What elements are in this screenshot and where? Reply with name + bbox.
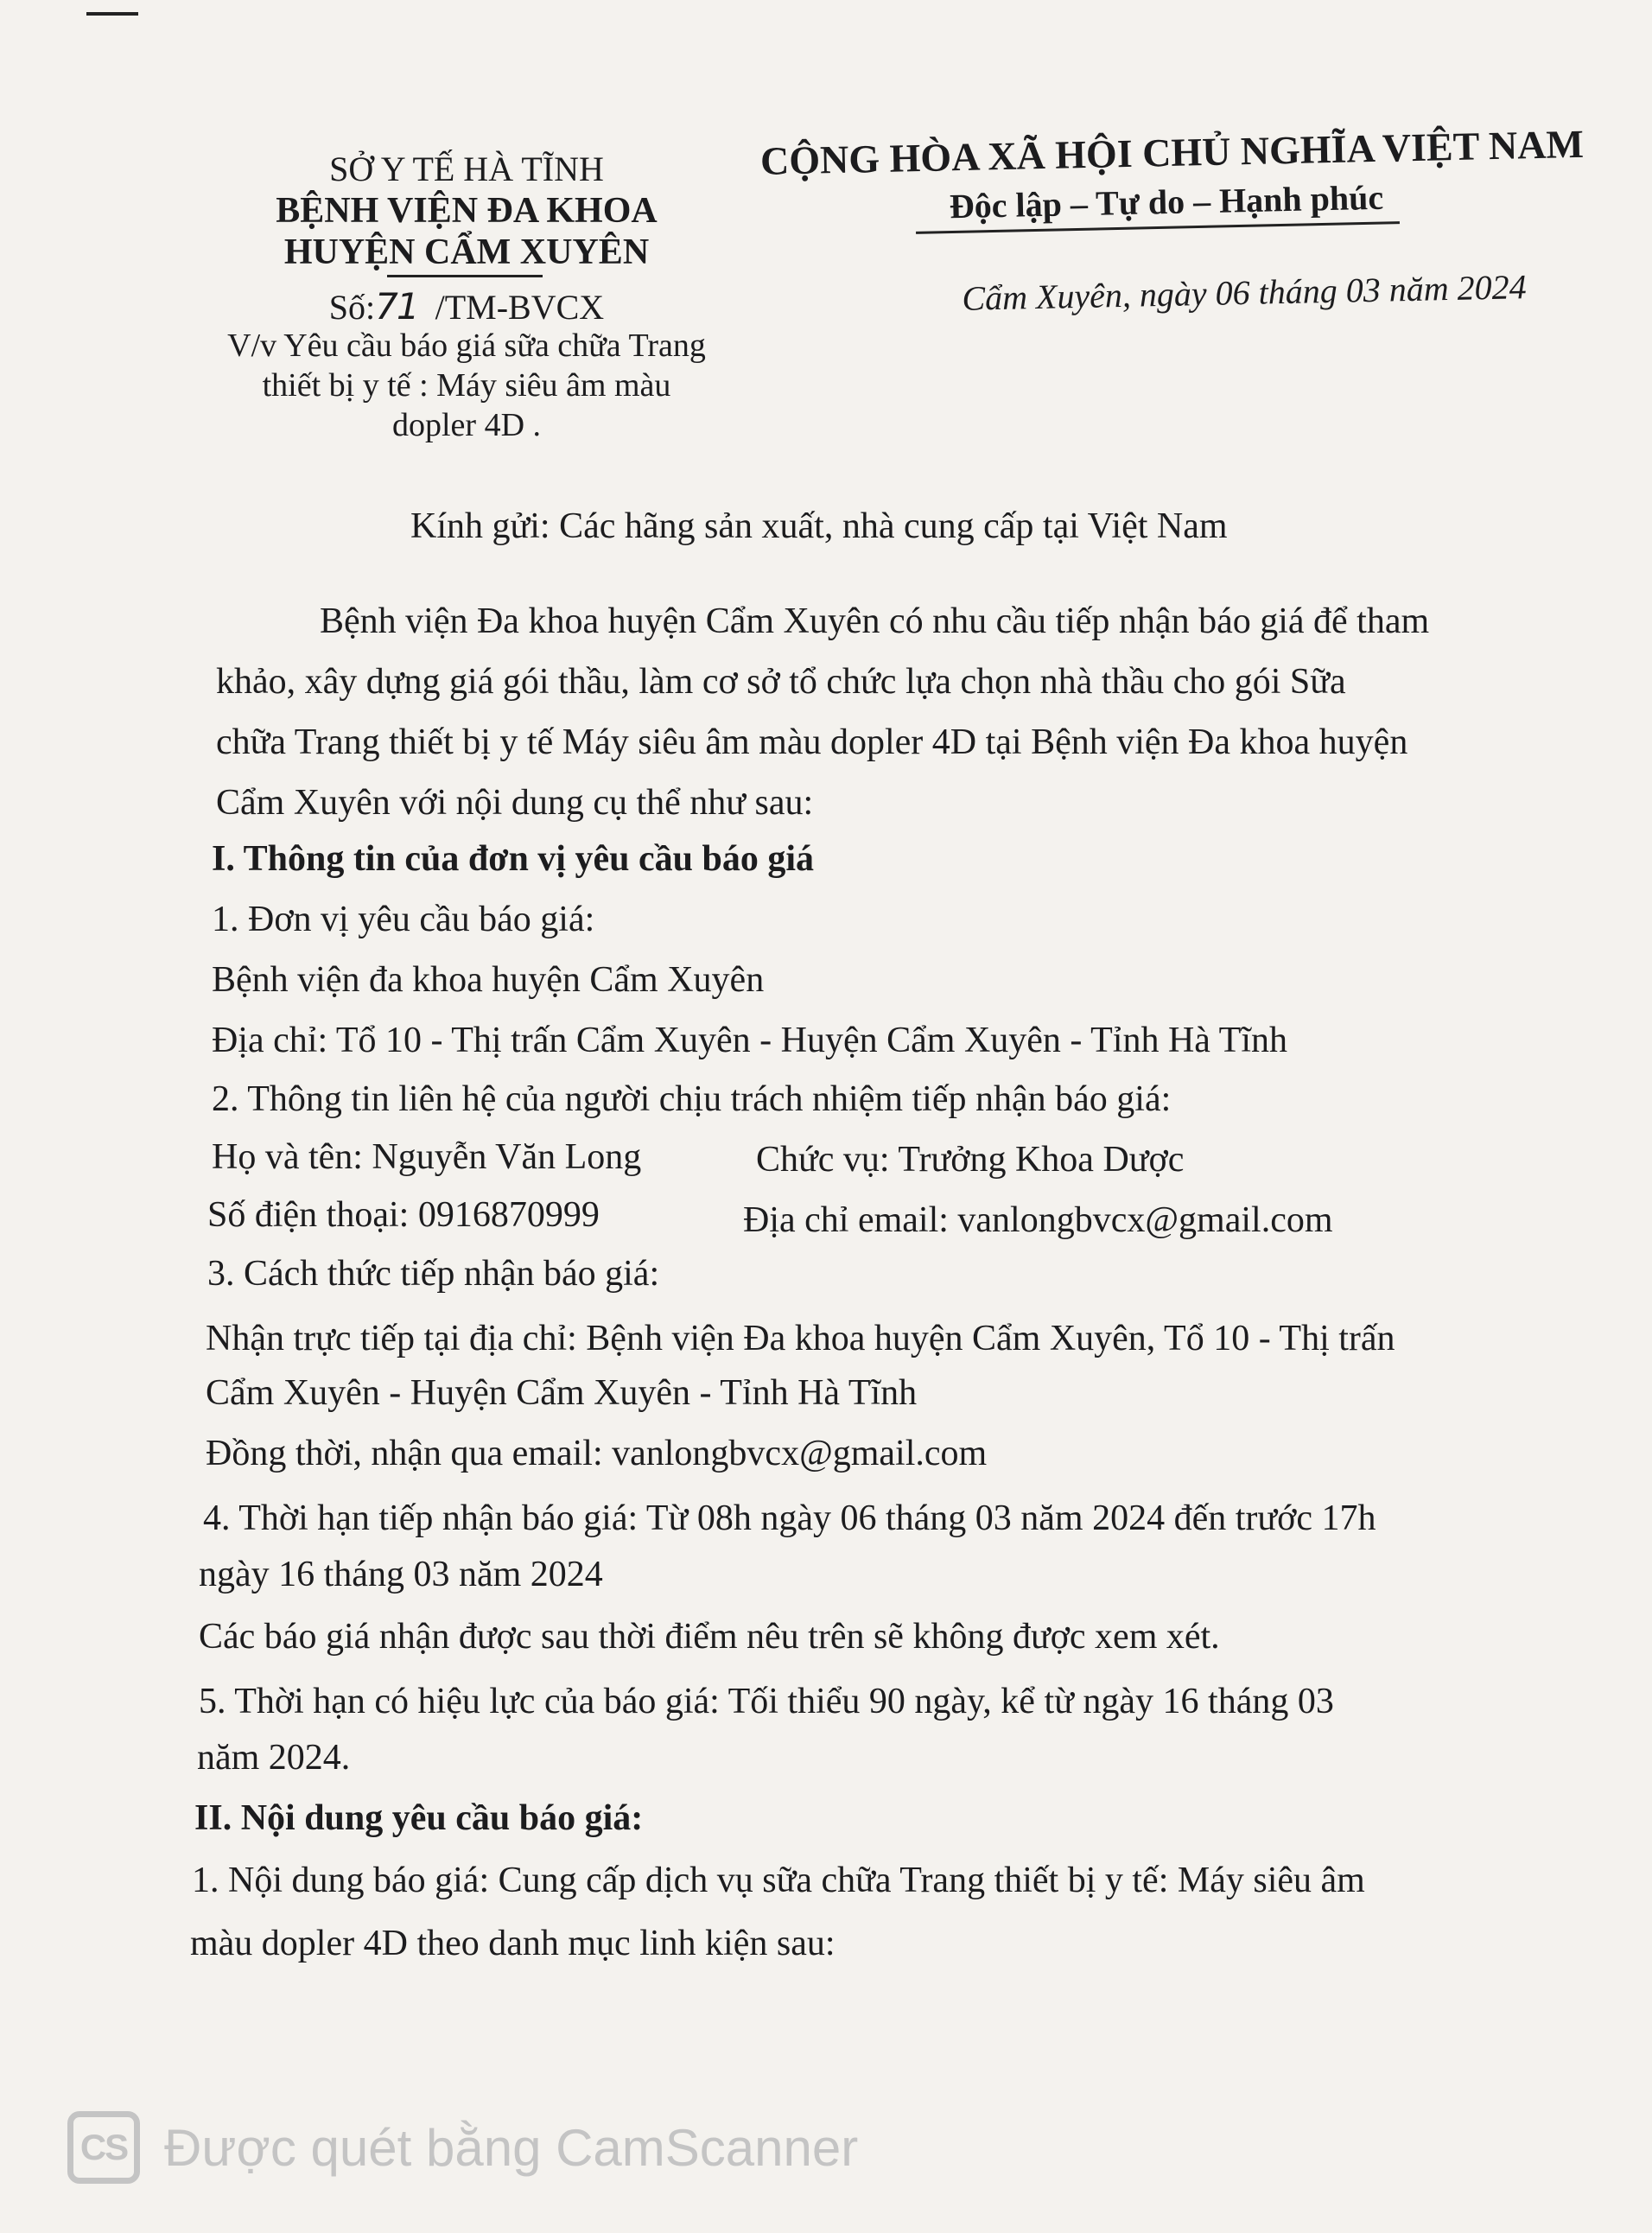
s1-item-5b: năm 2024. [197,1738,351,1778]
so-suffix: /TM-BVCX [435,288,605,327]
document-number [285,285,648,328]
s1-item-1: 1. Đơn vị yêu cầu báo giá: [212,900,595,939]
national-title: CỘNG HÒA XÃ HỘI CHỦ NGHĨA VIỆT NAM [759,121,1585,183]
recipient-line: Kính gửi: Các hãng sản xuất, nhà cung cấp tại Việt Nam [410,506,1228,546]
contact-position: Chức vụ: Trưởng Khoa Dược [756,1140,1185,1180]
s1-unit-address: Địa chỉ: Tổ 10 - Thị trấn Cẩm Xuyên - Huyện Cẩm Xuyên - Tỉnh Hà Tĩnh [212,1021,1288,1060]
org-hospital: BỆNH VIỆN ĐA KHOA [276,191,658,231]
section-2-title: II. Nội dung yêu cầu báo giá: [194,1798,644,1838]
s2-item-1b: màu dopler 4D theo danh mục linh kiện sau: [190,1924,836,1963]
intro-line-4: Cẩm Xuyên với nội dung cụ thể như sau: [216,783,814,823]
camscanner-logo-icon: CS [67,2111,140,2184]
intro-line-2: khảo, xây dựng giá gói thầu, làm cơ sở tổ chức lựa chọn nhà thầu cho gói Sữa [216,662,1346,702]
camscanner-watermark [67,2109,858,2186]
scan-edge-mark [86,12,138,16]
subject-line-3: dopler 4D . [391,407,542,443]
national-motto: Độc lập – Tự do – Hạnh phúc [949,177,1384,226]
s1-item-2: 2. Thông tin liên hệ của người chịu trách nhiệm tiếp nhận báo giá: [212,1079,1172,1119]
subject-line-2: thiết bị y tế : Máy siêu âm màu [262,367,671,404]
intro-line-1: Bệnh viện Đa khoa huyện Cẩm Xuyên có nhu cầu tiếp nhận báo giá để tham [320,601,1430,641]
document-date: Cẩm Xuyên, ngày 06 tháng 03 năm 2024 [961,267,1528,318]
s2-item-1a: 1. Nội dung báo giá: Cung cấp dịch vụ sữa chữa Trang thiết bị y tế: Máy siêu âm [192,1861,1365,1900]
s1-item-4c: Các báo giá nhận được sau thời điểm nêu trên sẽ không được xem xét. [199,1617,1220,1657]
contact-email: Địa chỉ email: vanlongbvcx@gmail.com [743,1200,1333,1240]
receive-line-3: Đồng thời, nhận qua email: vanlongbvcx@gmail.com [206,1434,988,1473]
org-district: HUYỆN CẨM XUYÊN [283,232,650,272]
s1-item-5a: 5. Thời hạn có hiệu lực của báo giá: Tối thiểu 90 ngày, kể từ ngày 16 tháng 03 [199,1682,1334,1721]
so-number-handwritten: 71 [375,285,418,328]
receive-line-2: Cẩm Xuyên - Huyện Cẩm Xuyên - Tỉnh Hà Tĩnh [206,1373,918,1413]
org-underline [387,275,543,277]
contact-phone: Số điện thoại: 0916870999 [207,1195,600,1235]
camscanner-text: Được quét bằng CamScanner [164,2118,859,2177]
so-label: Số: [328,288,376,327]
section-1-title: I. Thông tin của đơn vị yêu cầu báo giá [212,839,814,879]
s1-item-3: 3. Cách thức tiếp nhận báo giá: [207,1254,660,1294]
intro-line-3: chữa Trang thiết bị y tế Máy siêu âm màu dopler 4D tại Bệnh viện Đa khoa huyện [216,722,1408,762]
s1-item-4b: ngày 16 tháng 03 năm 2024 [199,1555,603,1594]
subject-line-1: V/v Yêu cầu báo giá sữa chữa Trang [227,328,706,364]
s1-unit-name: Bệnh viện đa khoa huyện Cẩm Xuyên [212,960,765,1000]
contact-name: Họ và tên: Nguyễn Văn Long [212,1137,642,1177]
s1-item-4a: 4. Thời hạn tiếp nhận báo giá: Từ 08h ngày 06 tháng 03 năm 2024 đến trước 17h [203,1498,1376,1538]
org-department: SỞ Y TẾ HÀ TĨNH [329,150,604,188]
receive-line-1: Nhận trực tiếp tại địa chỉ: Bệnh viện Đa khoa huyện Cẩm Xuyên, Tổ 10 - Thị trấn [206,1319,1395,1358]
